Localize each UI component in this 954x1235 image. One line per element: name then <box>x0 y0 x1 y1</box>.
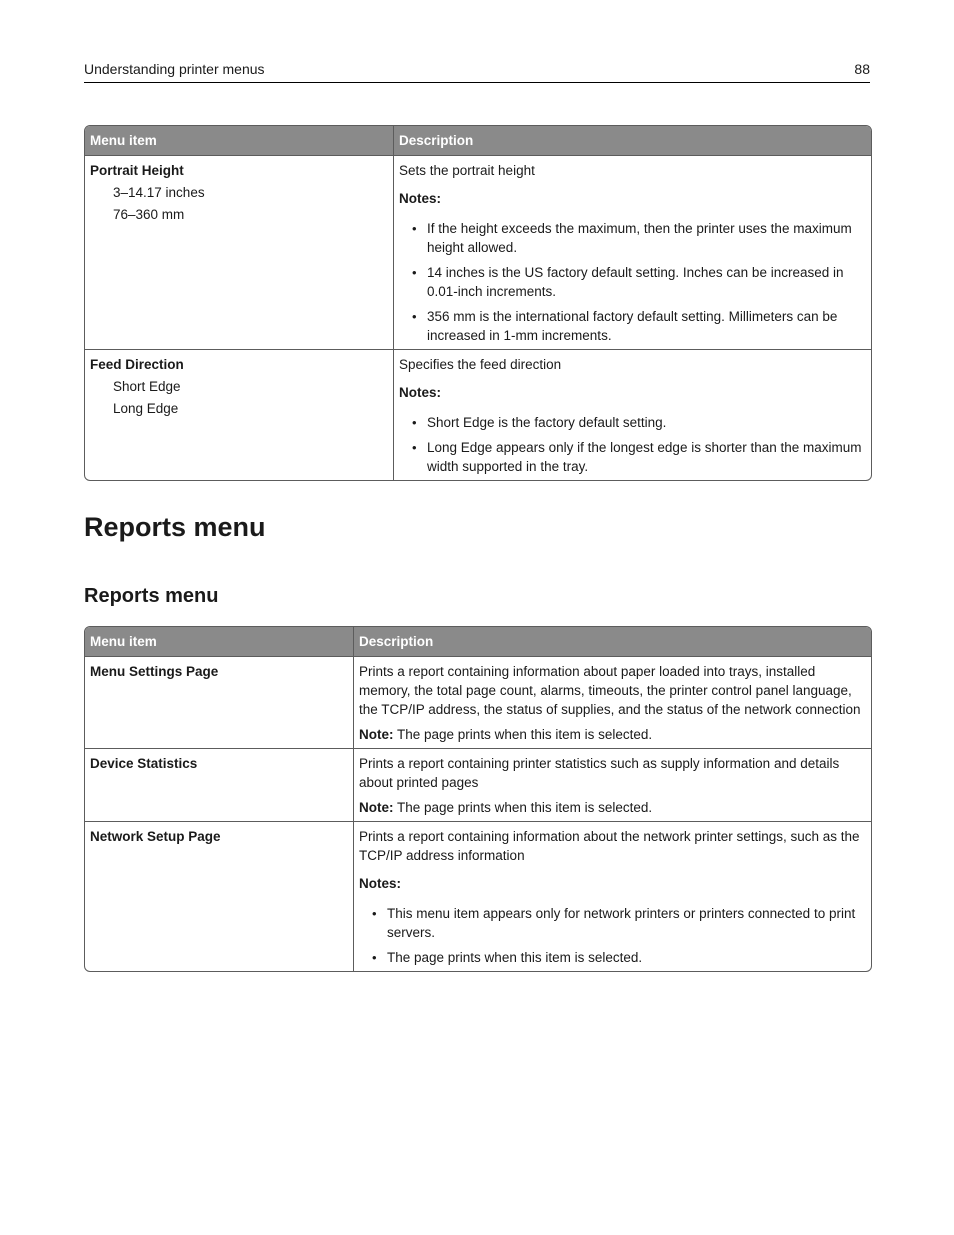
notes-label: Notes: <box>359 876 402 891</box>
description-cell <box>393 349 871 480</box>
note-text: Long Edge appears only if the longest edge is shorter than the maximum width supported in the tray. <box>427 440 862 474</box>
note-text: If the height exceeds the maximum, then the printer uses the maximum height allowed. <box>427 221 852 255</box>
bullet-icon: • <box>412 221 417 236</box>
menu-item-name: Menu Settings Page <box>90 664 219 679</box>
running-title: Understanding printer menus <box>84 61 265 77</box>
table-header-row <box>85 126 871 155</box>
note <box>359 725 866 744</box>
menu-option: 76–360 mm <box>113 207 185 222</box>
menu-item-cell <box>85 656 353 748</box>
description-text: Specifies the feed direction <box>399 357 562 372</box>
list-item <box>399 219 866 257</box>
table-row <box>85 349 871 480</box>
note-label: Note: <box>359 727 394 742</box>
note-text: 14 inches is the US factory default setting. Inches can be increased in 0.01-inch increments. <box>427 265 844 299</box>
menu-item-name: Network Setup Page <box>90 829 221 844</box>
description-text: Prints a report containing printer statistics such as supply information and details about printed pages <box>359 756 840 790</box>
menu-item-name: Device Statistics <box>90 756 198 771</box>
list-item <box>399 307 866 345</box>
description-cell <box>353 821 871 971</box>
bullet-icon: • <box>412 265 417 280</box>
menu-option: Short Edge <box>113 379 181 394</box>
page-header <box>84 60 870 83</box>
reports-menu-table <box>84 626 872 972</box>
menu-option: Long Edge <box>113 401 179 416</box>
bullet-icon: • <box>412 440 417 455</box>
note <box>359 798 866 817</box>
menu-item-cell <box>85 748 353 821</box>
description-text: Prints a report containing information about paper loaded into trays, installed memory, the total page count, alarms, timeouts, the printer control panel language, the TCP/IP address, the status of supplies, and the status of the network connection <box>359 664 861 717</box>
menu-option: 3–14.17 inches <box>113 185 205 200</box>
note-text: The page prints when this item is selected. <box>387 950 643 965</box>
notes-label: Notes: <box>399 191 442 206</box>
note-label: Note: <box>359 800 394 815</box>
menu-item-cell <box>85 155 393 349</box>
menu-item-cell <box>85 349 393 480</box>
list-item <box>399 263 866 301</box>
note-text: This menu item appears only for network printers or printers connected to print servers. <box>387 906 856 940</box>
subsection-heading: Reports menu <box>84 585 219 607</box>
notes-list <box>359 904 866 967</box>
menu-item-name: Feed Direction <box>90 357 184 372</box>
description-cell <box>353 656 871 748</box>
description-cell <box>393 155 871 349</box>
column-header-description: Description <box>393 126 871 155</box>
list-item <box>359 904 866 942</box>
notes-list <box>399 413 866 476</box>
list-item <box>399 413 866 432</box>
table-row <box>85 656 871 748</box>
note-text: Short Edge is the factory default setting. <box>427 415 667 430</box>
bullet-icon: • <box>412 309 417 324</box>
paper-size-table <box>84 125 872 481</box>
table-row <box>85 155 871 349</box>
menu-item-name: Portrait Height <box>90 163 184 178</box>
table-header-row <box>85 627 871 656</box>
bullet-icon: • <box>412 415 417 430</box>
column-header-menu-item: Menu item <box>85 126 393 155</box>
notes-list <box>399 219 866 345</box>
description-text: Prints a report containing information about the network printer settings, such as the TCP/IP address information <box>359 829 860 863</box>
list-item <box>399 438 866 476</box>
note-text: The page prints when this item is selected. <box>393 727 653 742</box>
menu-item-cell <box>85 821 353 971</box>
bullet-icon: • <box>372 950 377 965</box>
column-header-menu-item: Menu item <box>85 627 353 656</box>
column-header-description: Description <box>353 627 871 656</box>
list-item <box>359 948 866 967</box>
note-text: The page prints when this item is selected. <box>393 800 653 815</box>
description-text: Sets the portrait height <box>399 163 535 178</box>
table-row <box>85 821 871 971</box>
description-cell <box>353 748 871 821</box>
page-number: 88 <box>854 61 870 77</box>
notes-label: Notes: <box>399 385 442 400</box>
note-text: 356 mm is the international factory default setting. Millimeters can be increased in 1-mm increments. <box>427 309 838 343</box>
bullet-icon: • <box>372 906 377 921</box>
section-heading: Reports menu <box>84 512 266 542</box>
table-row <box>85 748 871 821</box>
